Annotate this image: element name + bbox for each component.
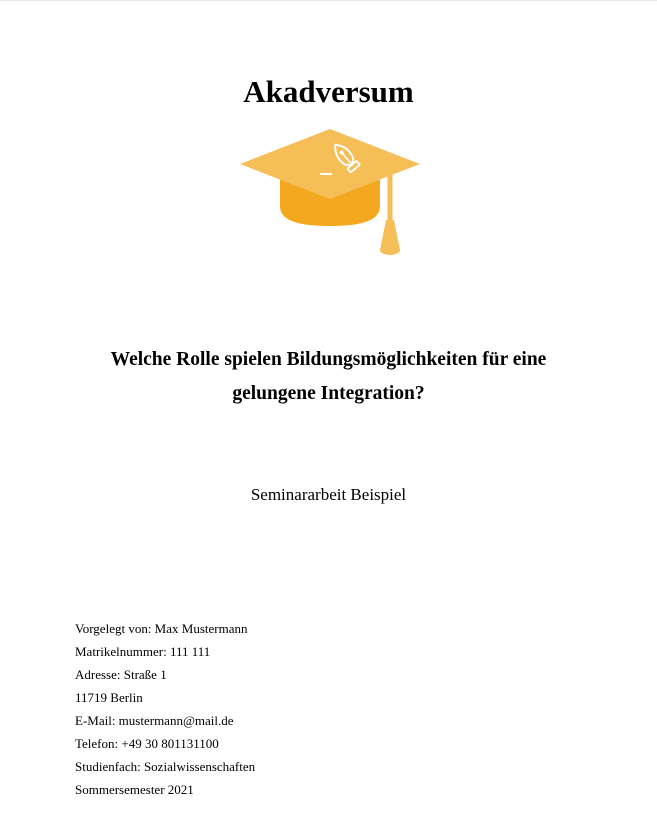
detail-semester: Sommersemester 2021 xyxy=(75,782,194,797)
detail-subject: Studienfach: Sozialwissenschaften xyxy=(75,759,256,774)
thesis-title-line-2: gelungene Integration? xyxy=(232,383,425,404)
detail-email: E-Mail: mustermann@mail.de xyxy=(75,713,234,728)
work-type: Seminararbeit Beispiel xyxy=(250,485,407,504)
page-top-edge xyxy=(0,0,657,1)
graduation-cap-icon xyxy=(240,126,420,262)
thesis-title-line-1: Welche Rolle spielen Bildungsmöglichkeiten für eine xyxy=(110,349,547,370)
detail-address: Adresse: Straße 1 xyxy=(75,667,167,682)
brand-title: Akadversum xyxy=(243,74,414,109)
detail-city: 11719 Berlin xyxy=(75,690,143,705)
cap-board xyxy=(240,129,420,199)
detail-submitted-by: Vorgelegt von: Max Mustermann xyxy=(75,621,248,636)
detail-phone: Telefon: +49 30 801131100 xyxy=(75,736,219,751)
detail-student-id: Matrikelnummer: 111 111 xyxy=(75,644,211,659)
thesis-title xyxy=(60,343,597,411)
author-details xyxy=(75,617,575,801)
